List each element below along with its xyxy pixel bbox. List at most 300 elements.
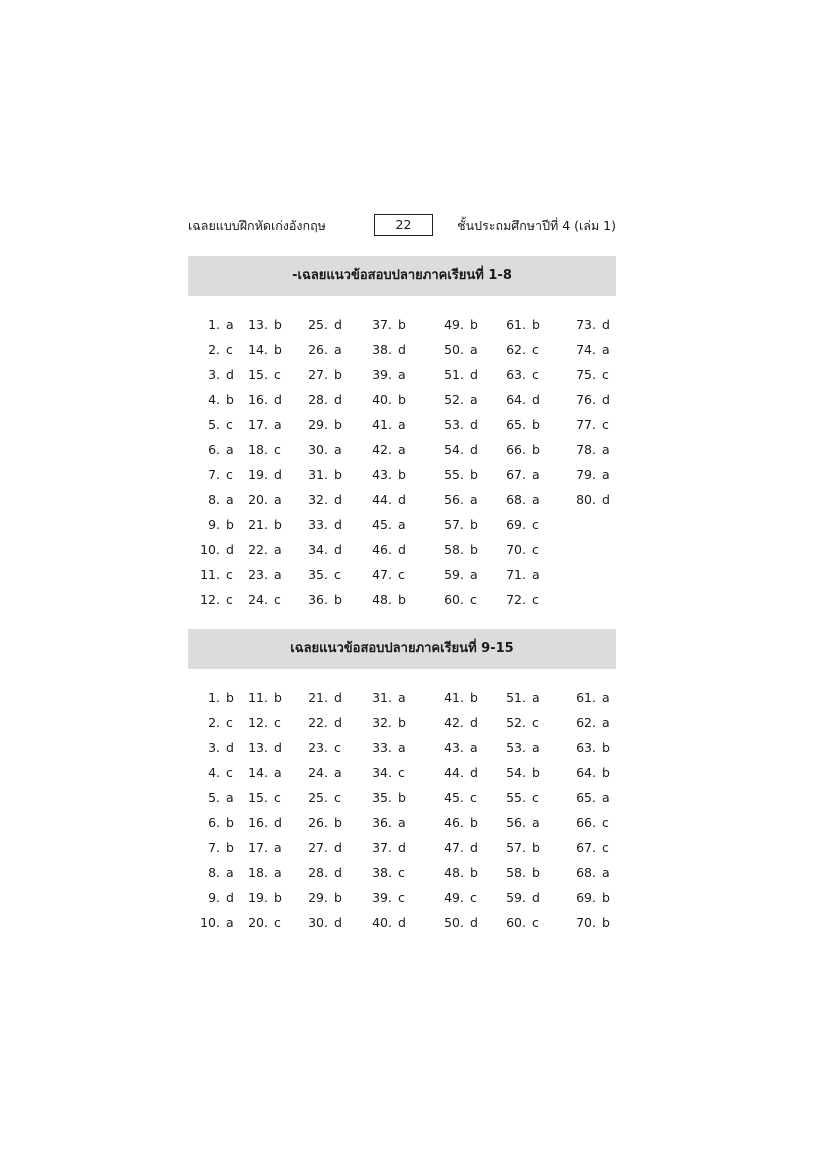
answer-letter: a	[398, 517, 406, 532]
answer-item	[432, 888, 477, 908]
answer-letter: a	[398, 417, 406, 432]
section-title-9-15: เฉลยแนวข้อสอบปลายภาคเรียนที่ 9-15	[188, 629, 616, 669]
question-number: 14.	[248, 765, 268, 780]
question-number: 48.	[372, 592, 392, 607]
answer-letter: a	[226, 865, 234, 880]
answer-item	[298, 838, 342, 858]
answer-item	[564, 863, 610, 883]
answer-item	[432, 565, 478, 585]
answer-item	[238, 515, 282, 535]
question-number: 9.	[208, 517, 220, 532]
answer-item	[238, 688, 282, 708]
answer-item	[188, 565, 233, 585]
answer-item	[298, 788, 341, 808]
question-number: 63.	[506, 367, 526, 382]
answer-item	[188, 465, 233, 485]
question-number: 8.	[208, 865, 220, 880]
answer-item	[238, 788, 281, 808]
question-number: 28.	[308, 392, 328, 407]
answer-letter: c	[226, 417, 233, 432]
answer-letter: d	[398, 542, 406, 557]
question-number: 60.	[444, 592, 464, 607]
answer-letter: d	[602, 317, 610, 332]
answer-item	[188, 913, 234, 933]
question-number: 55.	[506, 790, 526, 805]
question-number: 43.	[372, 467, 392, 482]
answer-item	[494, 863, 540, 883]
question-number: 30.	[308, 915, 328, 930]
question-number: 69.	[506, 517, 526, 532]
question-number: 74.	[576, 342, 596, 357]
question-number: 78.	[576, 442, 596, 457]
question-number: 42.	[444, 715, 464, 730]
answer-item	[188, 440, 234, 460]
question-number: 26.	[308, 342, 328, 357]
answer-letter: b	[334, 592, 342, 607]
answer-item	[238, 465, 282, 485]
question-number: 68.	[506, 492, 526, 507]
question-number: 7.	[208, 467, 220, 482]
answer-letter: d	[226, 890, 234, 905]
answer-letter: a	[398, 690, 406, 705]
answer-item	[564, 713, 610, 733]
answer-letter: d	[334, 865, 342, 880]
question-number: 57.	[506, 840, 526, 855]
answer-item	[362, 365, 406, 385]
question-number: 6.	[208, 815, 220, 830]
answer-item	[494, 838, 540, 858]
answer-item	[432, 763, 478, 783]
answer-letter: c	[532, 542, 539, 557]
answer-item	[564, 913, 610, 933]
question-number: 5.	[208, 417, 220, 432]
answer-letter: a	[226, 492, 234, 507]
answer-letter: c	[602, 417, 609, 432]
section-title-1-8: -เฉลยแนวข้อสอบปลายภาคเรียนที่ 1-8	[188, 256, 616, 296]
answer-item	[238, 415, 282, 435]
answer-item	[298, 465, 342, 485]
question-number: 65.	[506, 417, 526, 432]
answer-letter: a	[602, 467, 610, 482]
answer-letter: a	[470, 740, 478, 755]
question-number: 41.	[444, 690, 464, 705]
answer-item	[298, 440, 342, 460]
question-number: 73.	[576, 317, 596, 332]
question-number: 59.	[444, 567, 464, 582]
answer-item	[432, 913, 478, 933]
question-number: 11.	[200, 567, 220, 582]
answer-letter: a	[602, 690, 610, 705]
question-number: 37.	[372, 317, 392, 332]
answer-item	[238, 713, 281, 733]
answer-item	[494, 515, 539, 535]
answer-item	[238, 888, 282, 908]
answer-letter: b	[226, 517, 234, 532]
question-number: 20.	[248, 492, 268, 507]
answer-letter: a	[602, 790, 610, 805]
answer-item	[432, 440, 478, 460]
answer-letter: b	[398, 592, 406, 607]
question-number: 46.	[372, 542, 392, 557]
answer-item	[564, 340, 610, 360]
answer-letter: c	[532, 367, 539, 382]
answer-item	[564, 888, 610, 908]
answer-item	[362, 913, 406, 933]
answer-letter: d	[274, 815, 282, 830]
question-number: 64.	[506, 392, 526, 407]
question-number: 15.	[248, 367, 268, 382]
answer-item	[238, 565, 282, 585]
question-number: 17.	[248, 840, 268, 855]
answer-item	[298, 340, 342, 360]
answer-letter: c	[532, 592, 539, 607]
answer-letter: c	[334, 567, 341, 582]
answer-letter: b	[602, 915, 610, 930]
question-number: 38.	[372, 342, 392, 357]
answer-item	[494, 913, 539, 933]
question-number: 19.	[248, 467, 268, 482]
question-number: 53.	[444, 417, 464, 432]
answer-item	[362, 490, 406, 510]
answer-letter: a	[274, 840, 282, 855]
answer-item	[432, 415, 478, 435]
question-number: 20.	[248, 915, 268, 930]
question-number: 80.	[576, 492, 596, 507]
answer-letter: b	[398, 790, 406, 805]
answer-letter: b	[602, 740, 610, 755]
answer-item	[494, 788, 539, 808]
answer-letter: b	[532, 417, 540, 432]
answer-item	[298, 590, 342, 610]
answer-item	[238, 738, 282, 758]
answer-letter: c	[470, 890, 477, 905]
answer-item	[494, 888, 540, 908]
answer-letter: b	[470, 467, 478, 482]
answer-item	[298, 365, 342, 385]
question-number: 32.	[372, 715, 392, 730]
answer-item	[564, 365, 609, 385]
answer-item	[564, 390, 610, 410]
answer-letter: d	[532, 890, 540, 905]
question-number: 70.	[576, 915, 596, 930]
answer-letter: a	[398, 442, 406, 457]
answer-item	[494, 738, 540, 758]
answer-item	[362, 565, 405, 585]
question-number: 62.	[576, 715, 596, 730]
answer-item	[432, 490, 478, 510]
answer-item	[362, 315, 406, 335]
question-number: 62.	[506, 342, 526, 357]
question-number: 42.	[372, 442, 392, 457]
answer-letter: b	[334, 417, 342, 432]
question-number: 63.	[576, 740, 596, 755]
answer-item	[494, 315, 540, 335]
answer-item	[494, 688, 540, 708]
page-header	[188, 214, 616, 236]
question-number: 68.	[576, 865, 596, 880]
answer-letter: b	[532, 317, 540, 332]
answer-item	[432, 465, 478, 485]
answer-letter: c	[334, 740, 341, 755]
answer-letter: d	[532, 392, 540, 407]
question-number: 58.	[444, 542, 464, 557]
answer-letter: b	[226, 392, 234, 407]
question-number: 12.	[248, 715, 268, 730]
question-number: 56.	[506, 815, 526, 830]
answer-letter: d	[334, 317, 342, 332]
question-number: 51.	[444, 367, 464, 382]
answer-item	[362, 888, 405, 908]
answer-letter: c	[532, 790, 539, 805]
answer-item	[564, 763, 610, 783]
answer-item	[494, 713, 539, 733]
answer-item	[494, 390, 540, 410]
question-number: 57.	[444, 517, 464, 532]
question-number: 10.	[200, 915, 220, 930]
answer-item	[564, 415, 609, 435]
answer-letter: a	[532, 467, 540, 482]
book-title: เฉลยแบบฝึกหัดเก่งอังกฤษ	[188, 218, 326, 233]
answer-letter: b	[274, 517, 282, 532]
question-number: 37.	[372, 840, 392, 855]
answer-letter: c	[532, 715, 539, 730]
answer-item	[362, 788, 406, 808]
question-number: 18.	[248, 442, 268, 457]
answer-letter: a	[398, 367, 406, 382]
answer-letter: d	[398, 342, 406, 357]
answer-item	[188, 863, 234, 883]
answer-item	[564, 738, 610, 758]
question-number: 3.	[208, 367, 220, 382]
question-number: 2.	[208, 342, 220, 357]
question-number: 52.	[444, 392, 464, 407]
answer-letter: d	[398, 840, 406, 855]
answer-letter: a	[274, 542, 282, 557]
answer-letter: b	[274, 342, 282, 357]
answer-item	[298, 888, 342, 908]
question-number: 23.	[248, 567, 268, 582]
answer-letter: c	[602, 367, 609, 382]
question-number: 30.	[308, 442, 328, 457]
answer-item	[188, 390, 234, 410]
answer-item	[298, 415, 342, 435]
answer-item	[188, 888, 234, 908]
question-number: 46.	[444, 815, 464, 830]
answer-letter: c	[470, 790, 477, 805]
answer-letter: d	[470, 765, 478, 780]
question-number: 35.	[308, 567, 328, 582]
answer-item	[362, 688, 406, 708]
question-number: 13.	[248, 740, 268, 755]
answer-item	[188, 813, 234, 833]
answer-letter: c	[398, 865, 405, 880]
answer-letter: b	[602, 765, 610, 780]
question-number: 23.	[308, 740, 328, 755]
answer-letter: b	[470, 690, 478, 705]
question-number: 48.	[444, 865, 464, 880]
answer-item	[298, 490, 342, 510]
answer-letter: a	[226, 442, 234, 457]
answer-letter: b	[398, 715, 406, 730]
question-number: 59.	[506, 890, 526, 905]
answer-letter: d	[334, 715, 342, 730]
answer-item	[188, 340, 233, 360]
question-number: 45.	[444, 790, 464, 805]
answer-letter: c	[226, 715, 233, 730]
question-number: 53.	[506, 740, 526, 755]
answer-letter: d	[602, 492, 610, 507]
answer-item	[432, 788, 477, 808]
answer-item	[188, 838, 234, 858]
answer-letter: c	[226, 567, 233, 582]
question-number: 66.	[506, 442, 526, 457]
answer-letter: c	[226, 592, 233, 607]
answer-item	[362, 738, 406, 758]
question-number: 12.	[200, 592, 220, 607]
answer-item	[494, 490, 540, 510]
question-number: 26.	[308, 815, 328, 830]
answer-letter: d	[470, 442, 478, 457]
answer-item	[494, 415, 540, 435]
answer-item	[238, 490, 282, 510]
answer-letter: c	[602, 815, 609, 830]
question-number: 28.	[308, 865, 328, 880]
question-number: 27.	[308, 840, 328, 855]
answer-letter: d	[274, 392, 282, 407]
question-number: 61.	[576, 690, 596, 705]
answer-letter: a	[602, 715, 610, 730]
answer-item	[564, 440, 610, 460]
answer-item	[432, 688, 478, 708]
answer-item	[362, 838, 406, 858]
answer-letter: d	[470, 367, 478, 382]
answer-letter: c	[470, 592, 477, 607]
question-number: 31.	[372, 690, 392, 705]
question-number: 33.	[308, 517, 328, 532]
answer-letter: d	[334, 690, 342, 705]
answer-letter: c	[274, 367, 281, 382]
question-number: 47.	[372, 567, 392, 582]
question-number: 67.	[576, 840, 596, 855]
question-number: 38.	[372, 865, 392, 880]
answer-letter: d	[470, 417, 478, 432]
question-number: 49.	[444, 890, 464, 905]
answer-letter: c	[226, 467, 233, 482]
question-number: 22.	[248, 542, 268, 557]
answer-item	[188, 415, 233, 435]
page-number: 22	[374, 214, 433, 236]
answer-item	[564, 490, 610, 510]
answer-letter: a	[274, 417, 282, 432]
answer-letter: a	[532, 815, 540, 830]
answer-letter: b	[532, 840, 540, 855]
question-number: 75.	[576, 367, 596, 382]
question-number: 58.	[506, 865, 526, 880]
question-number: 4.	[208, 765, 220, 780]
answer-item	[564, 465, 610, 485]
answer-item	[188, 365, 234, 385]
question-number: 44.	[444, 765, 464, 780]
answer-item	[564, 315, 610, 335]
answer-letter: a	[470, 567, 478, 582]
answer-letter: a	[226, 317, 234, 332]
answer-letter: b	[532, 765, 540, 780]
answer-letter: c	[274, 592, 281, 607]
answer-letter: c	[226, 765, 233, 780]
answer-item	[238, 913, 281, 933]
question-number: 45.	[372, 517, 392, 532]
answer-item	[188, 738, 234, 758]
answer-item	[298, 315, 342, 335]
answer-item	[432, 863, 478, 883]
answer-letter: c	[274, 715, 281, 730]
answer-letter: b	[226, 815, 234, 830]
answer-letter: b	[470, 517, 478, 532]
answer-letter: a	[470, 392, 478, 407]
answer-letter: b	[398, 392, 406, 407]
question-number: 31.	[308, 467, 328, 482]
question-number: 65.	[576, 790, 596, 805]
answer-item	[362, 863, 405, 883]
answer-letter: a	[226, 915, 234, 930]
question-number: 50.	[444, 342, 464, 357]
question-number: 40.	[372, 915, 392, 930]
answer-letter: c	[532, 915, 539, 930]
answer-letter: a	[470, 342, 478, 357]
question-number: 13.	[248, 317, 268, 332]
answer-item	[238, 315, 282, 335]
answer-letter: a	[602, 342, 610, 357]
question-number: 25.	[308, 317, 328, 332]
question-number: 51.	[506, 690, 526, 705]
question-number: 21.	[308, 690, 328, 705]
answer-letter: b	[532, 865, 540, 880]
answer-item	[494, 440, 540, 460]
question-number: 1.	[208, 690, 220, 705]
answer-item	[188, 688, 234, 708]
answer-item	[238, 440, 281, 460]
question-number: 79.	[576, 467, 596, 482]
answer-letter: b	[334, 815, 342, 830]
answer-letter: a	[532, 740, 540, 755]
answer-letter: c	[398, 765, 405, 780]
answer-letter: c	[398, 567, 405, 582]
question-number: 50.	[444, 915, 464, 930]
question-number: 40.	[372, 392, 392, 407]
answer-letter: d	[334, 840, 342, 855]
question-number: 76.	[576, 392, 596, 407]
answer-letter: a	[602, 865, 610, 880]
answer-item	[362, 465, 406, 485]
answer-letter: d	[398, 492, 406, 507]
answer-letter: a	[334, 442, 342, 457]
answer-item	[298, 763, 342, 783]
answer-item	[238, 813, 282, 833]
question-number: 9.	[208, 890, 220, 905]
answer-letter: a	[274, 865, 282, 880]
question-number: 36.	[308, 592, 328, 607]
answer-letter: a	[398, 815, 406, 830]
answer-letter: a	[470, 492, 478, 507]
question-number: 2.	[208, 715, 220, 730]
answer-letter: a	[334, 342, 342, 357]
answer-letter: c	[226, 342, 233, 357]
question-number: 10.	[200, 542, 220, 557]
answer-letter: a	[334, 765, 342, 780]
answer-letter: a	[274, 765, 282, 780]
answer-item	[238, 838, 282, 858]
answer-letter: d	[470, 840, 478, 855]
